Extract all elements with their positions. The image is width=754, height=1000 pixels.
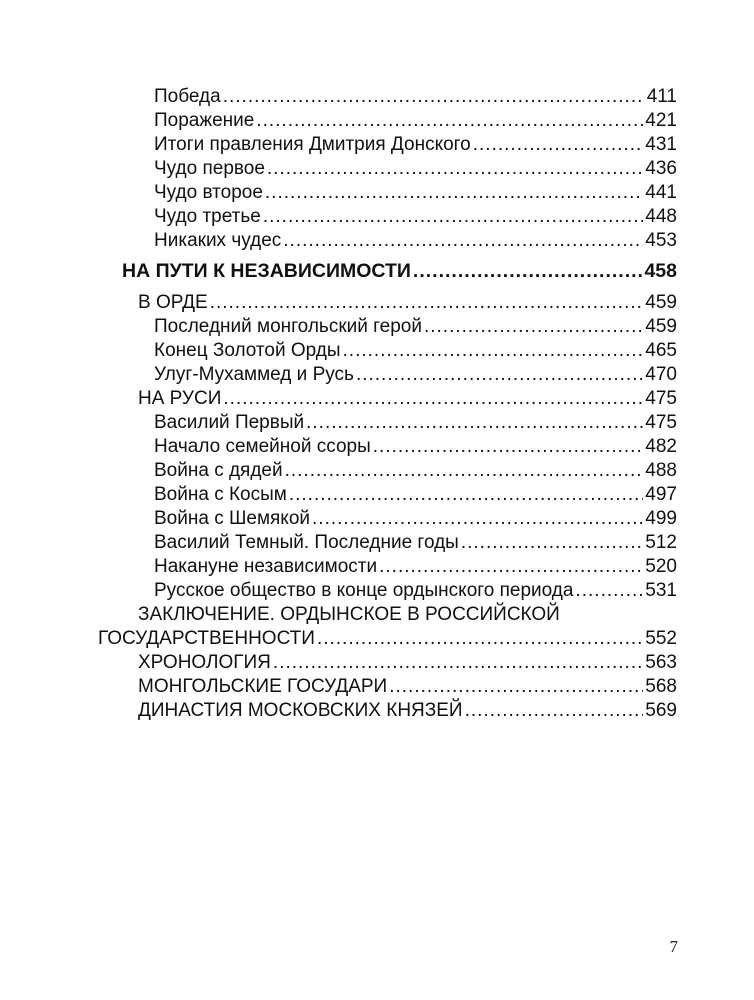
toc-part-title: НА ПУТИ К НЕЗАВИСИМОСТИ bbox=[122, 260, 411, 282]
leader-dots bbox=[223, 389, 643, 411]
toc-conclusion-line1[interactable]: ЗАКЛЮЧЕНИЕ. ОРДЫНСКОЕ В РОССИЙСКОЙ bbox=[138, 604, 560, 625]
leader-dots bbox=[379, 557, 643, 579]
leader-dots bbox=[461, 533, 643, 555]
toc-entry-title: Начало семейной ссоры bbox=[154, 436, 371, 457]
toc-entry-chudo-2[interactable] bbox=[154, 181, 677, 205]
toc-entry-title: Война с дядей bbox=[154, 460, 283, 481]
leader-dots bbox=[267, 159, 643, 181]
leader-dots bbox=[389, 677, 643, 699]
leader-dots bbox=[283, 231, 643, 253]
toc-entry-title: Победа bbox=[154, 86, 221, 107]
leader-dots bbox=[373, 437, 644, 459]
leader-dots bbox=[256, 111, 643, 133]
toc-entry-title: Последний монгольский герой bbox=[154, 316, 422, 337]
toc-entry-title: МОНГОЛЬСКИЕ ГОСУДАРИ bbox=[138, 676, 388, 697]
toc-entry-page: 453 bbox=[645, 230, 677, 251]
toc-entry-voyna-s-dyadey[interactable] bbox=[154, 459, 677, 483]
toc-entry-page: 520 bbox=[645, 556, 677, 577]
toc-entry-page: 569 bbox=[645, 700, 677, 721]
toc-entry-page: 568 bbox=[645, 676, 677, 697]
toc-conclusion-page: 552 bbox=[645, 628, 677, 649]
toc-entry-nikakih-chudes[interactable] bbox=[154, 229, 677, 253]
leader-dots bbox=[223, 87, 645, 109]
toc-entry-page: 499 bbox=[645, 508, 677, 529]
toc-entry-page: 431 bbox=[645, 134, 677, 155]
toc-entry-page: 411 bbox=[646, 86, 677, 107]
leader-dots bbox=[424, 317, 643, 339]
toc-entry-dinastiya[interactable] bbox=[138, 699, 677, 723]
leader-dots bbox=[356, 365, 643, 387]
toc-section-na-rusi[interactable] bbox=[138, 387, 677, 411]
toc-entry-konec-zolotoy-ordy[interactable] bbox=[154, 339, 677, 363]
page-number: 7 bbox=[669, 937, 678, 956]
toc-entry-title: Василий Первый bbox=[154, 412, 305, 433]
leader-dots bbox=[317, 629, 643, 651]
toc-entry-title: Итоги правления Дмитрия Донского bbox=[154, 134, 471, 155]
leader-dots bbox=[575, 581, 643, 603]
toc-section-title: НА РУСИ bbox=[138, 388, 222, 409]
toc-section-v-orde[interactable] bbox=[138, 291, 677, 315]
toc-entry-page: 459 bbox=[645, 316, 677, 337]
leader-dots bbox=[413, 261, 643, 283]
toc-entry-page: 448 bbox=[645, 206, 677, 227]
leader-dots bbox=[312, 509, 643, 531]
toc-entry-title: Чудо первое bbox=[154, 158, 265, 179]
toc-entry-page: 488 bbox=[645, 460, 677, 481]
toc-entry-vasiliy-temniy[interactable] bbox=[154, 531, 677, 555]
toc-entry-mongolskie-gosudari[interactable] bbox=[138, 675, 677, 699]
leader-dots bbox=[289, 485, 643, 507]
toc-entry-title: Улуг-Мухаммед и Русь bbox=[154, 364, 354, 385]
toc-entry-page: 436 bbox=[645, 158, 677, 179]
toc-entry-page: 470 bbox=[645, 364, 677, 385]
toc-entry-page: 563 bbox=[645, 652, 677, 673]
toc-entry-chudo-3[interactable] bbox=[154, 205, 677, 229]
toc-entry-posledniy-geroy[interactable] bbox=[154, 315, 677, 339]
toc-part-heading[interactable] bbox=[122, 259, 677, 283]
toc-entry-title: Чудо второе bbox=[154, 182, 263, 203]
toc-entry-itogi[interactable] bbox=[154, 133, 677, 157]
toc-entry-title: Война с Косым bbox=[154, 484, 287, 505]
toc-entry-vasiliy-perviy[interactable] bbox=[154, 411, 677, 435]
toc-entry-page: 482 bbox=[645, 436, 677, 457]
toc-section-page: 475 bbox=[645, 388, 677, 409]
leader-dots bbox=[265, 183, 643, 205]
toc-entry-title: Василий Темный. Последние годы bbox=[154, 532, 459, 553]
toc-entry-page: 497 bbox=[645, 484, 677, 505]
toc-entry-page: 512 bbox=[645, 532, 677, 553]
toc-entry-page: 421 bbox=[645, 110, 677, 131]
toc-entry-hronologiya[interactable] bbox=[138, 651, 677, 675]
toc-entry-title: Русское общество в конце ордынского периода bbox=[154, 580, 574, 601]
leader-dots bbox=[306, 413, 643, 435]
toc-section-title: В ОРДЕ bbox=[138, 292, 208, 313]
leader-dots bbox=[263, 207, 643, 229]
leader-dots bbox=[343, 341, 644, 363]
toc-entry-title: Поражение bbox=[154, 110, 255, 131]
toc-entry-title: ХРОНОЛОГИЯ bbox=[138, 652, 271, 673]
toc-entry-title: ДИНАСТИЯ МОСКОВСКИХ КНЯЗЕЙ bbox=[138, 700, 463, 721]
leader-dots bbox=[273, 653, 643, 675]
leader-dots bbox=[285, 461, 644, 483]
leader-dots bbox=[465, 701, 644, 723]
toc-entry-chudo-1[interactable] bbox=[154, 157, 677, 181]
toc-entry-ulug-muhammed[interactable] bbox=[154, 363, 677, 387]
toc-entry-nachalo-ssory[interactable] bbox=[154, 435, 677, 459]
toc-entry-page: 531 bbox=[645, 580, 677, 601]
toc-section-page: 459 bbox=[645, 292, 677, 313]
toc-part-page: 458 bbox=[644, 260, 677, 282]
toc-entry-pobeda[interactable] bbox=[154, 85, 677, 109]
leader-dots bbox=[473, 135, 644, 157]
toc-entry-page: 465 bbox=[645, 340, 677, 361]
toc-entry-voyna-s-shemyakoy[interactable] bbox=[154, 507, 677, 531]
toc-entry-title: Накануне независимости bbox=[154, 556, 378, 577]
leader-dots bbox=[210, 293, 644, 315]
toc-conclusion-line2: ГОСУДАРСТВЕННОСТИ bbox=[98, 628, 315, 649]
toc-entry-page: 475 bbox=[645, 412, 677, 433]
toc-entry-voyna-s-kosym[interactable] bbox=[154, 483, 677, 507]
toc-entry-title: Чудо третье bbox=[154, 206, 261, 227]
toc-entry-page: 441 bbox=[645, 182, 677, 203]
toc-entry-nakanune[interactable] bbox=[154, 555, 677, 579]
toc-entry-title: Конец Золотой Орды bbox=[154, 340, 341, 361]
toc-entry-title: Никаких чудес bbox=[154, 230, 282, 251]
toc-entry-title: Война с Шемякой bbox=[154, 508, 311, 529]
toc-entry-porazhenie[interactable] bbox=[154, 109, 677, 133]
toc-entry-russkoe-obshestvo[interactable] bbox=[154, 579, 677, 603]
toc-conclusion-entry[interactable] bbox=[98, 627, 677, 651]
